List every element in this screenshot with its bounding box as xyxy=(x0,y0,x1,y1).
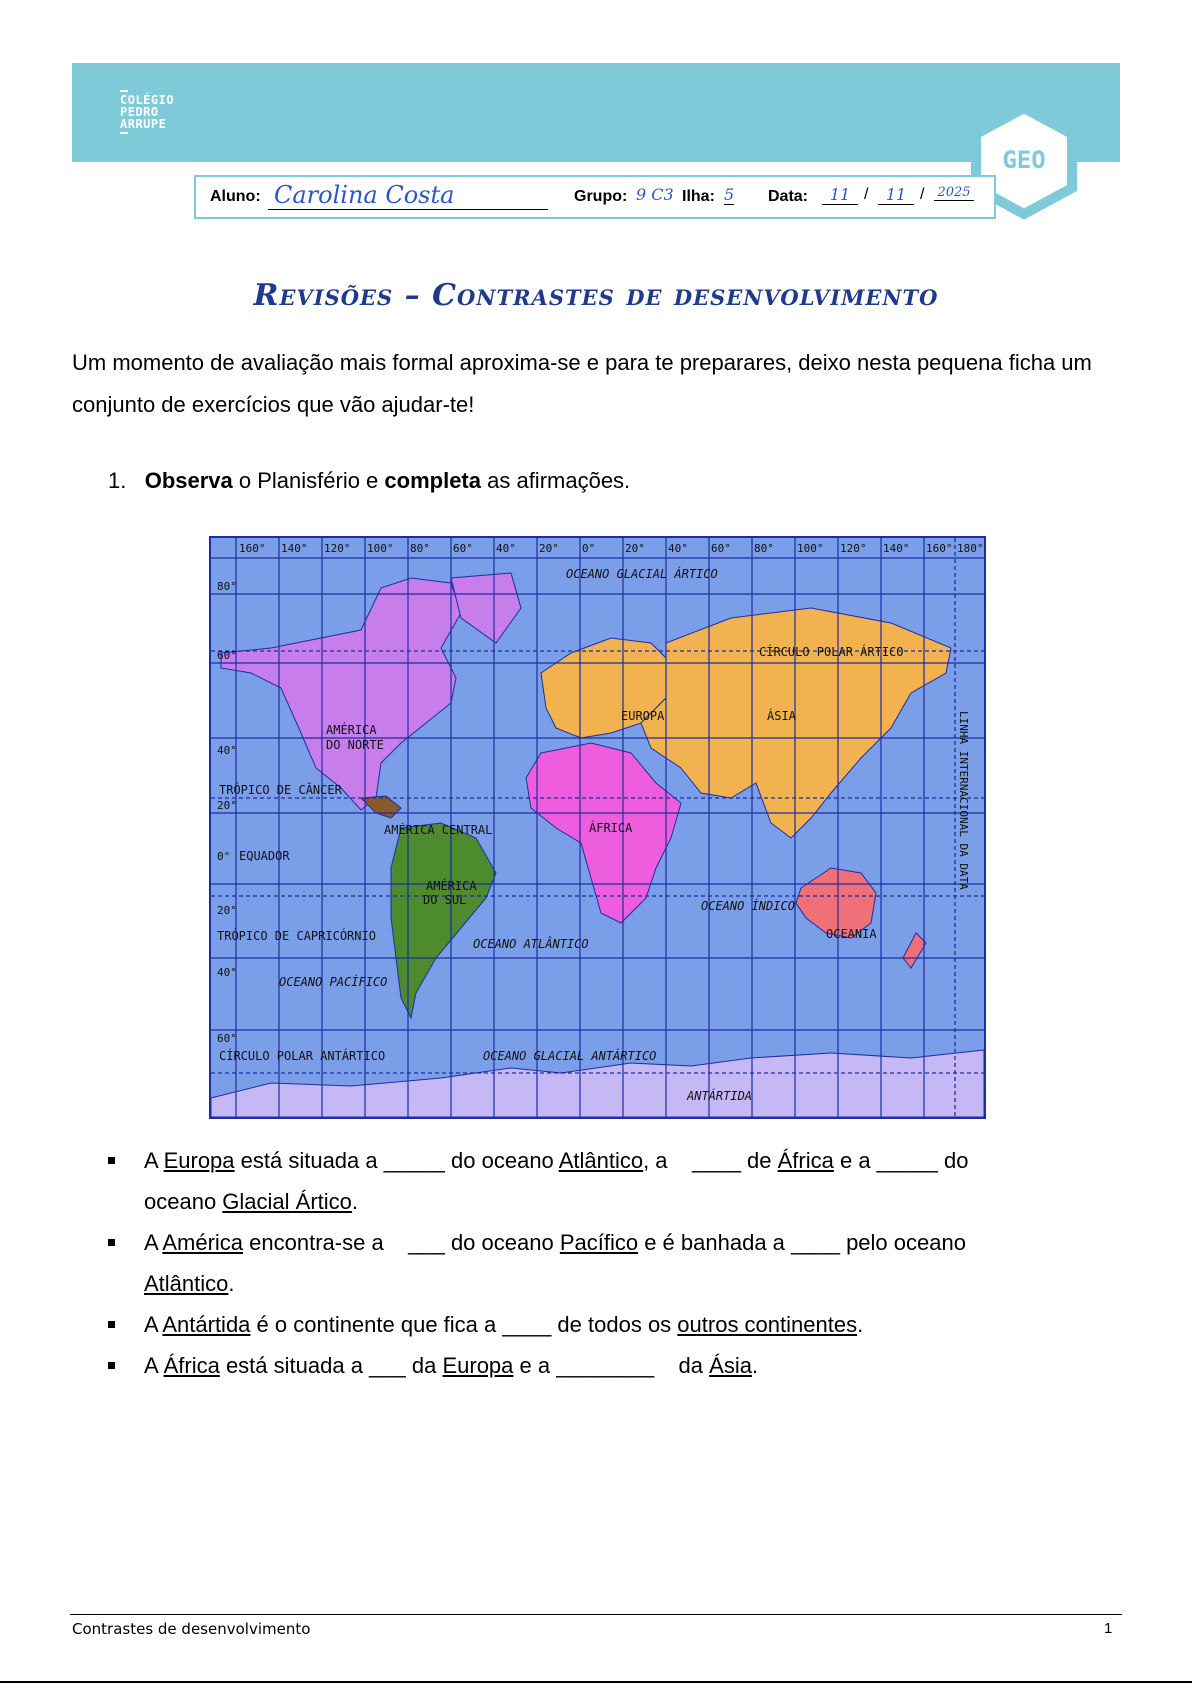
underlined-term: África xyxy=(163,1353,220,1378)
north-america-label: DO NORTE xyxy=(326,738,384,752)
question-bold-observa: Observa xyxy=(144,468,233,493)
lat-label: 20° xyxy=(217,799,237,812)
statement-item xyxy=(108,1140,1108,1222)
bullet-square xyxy=(108,1157,115,1164)
lon-label: 180° xyxy=(957,542,984,555)
pacific-ocean-label: OCEANO PACÍFICO xyxy=(279,975,388,989)
lat-label: 40° xyxy=(217,966,237,979)
text: está situada a ___ da xyxy=(219,1353,443,1378)
question-text: as afirmações. xyxy=(481,468,631,493)
artic-ocean-label: OCEANO GLACIAL ÁRTICO xyxy=(566,567,718,581)
name-field xyxy=(268,181,548,210)
logo-line: PEDRO xyxy=(120,105,159,119)
lon-label: 140° xyxy=(281,542,308,555)
question-text: o Planisfério e xyxy=(232,468,385,493)
north-america-label: AMÉRICA xyxy=(326,723,377,737)
capricorn-label: TRÓPICO DE CAPRICÓRNIO xyxy=(217,929,376,943)
bullet-square xyxy=(108,1321,115,1328)
central-america-label: AMÉRICA CENTRAL xyxy=(384,823,493,837)
oceania-label: OCEANIA xyxy=(826,927,877,941)
underlined-term: Ásia xyxy=(709,1353,752,1378)
antarctic-ocean-label: OCEANO GLACIAL ANTÁRTICO xyxy=(483,1049,657,1063)
text: . xyxy=(351,1189,359,1214)
lon-label: 80° xyxy=(754,542,774,555)
name-label: Aluno: xyxy=(210,188,261,205)
student-info-box xyxy=(194,175,996,219)
bullet-square xyxy=(108,1239,115,1246)
underlined-term: Atlântico xyxy=(558,1148,644,1173)
underlined-term: Atlântico xyxy=(144,1271,229,1296)
lon-label: 40° xyxy=(668,542,688,555)
lat-label: 20° xyxy=(217,904,237,917)
logo-line: COLÉGIO xyxy=(120,93,175,107)
lon-label: 20° xyxy=(625,542,645,555)
header-banner xyxy=(72,63,1120,162)
geo-badge-label: GEO xyxy=(1002,146,1046,174)
statement-item xyxy=(108,1304,1108,1345)
lon-label: 120° xyxy=(324,542,351,555)
lon-label: 140° xyxy=(883,542,910,555)
logo-line: ARRUPE xyxy=(120,117,167,131)
underlined-term: Antártida xyxy=(162,1312,251,1337)
text: e é banhada a ____ pelo oceano xyxy=(638,1230,966,1255)
statement-list xyxy=(108,1140,1108,1386)
text: . xyxy=(228,1271,235,1296)
underlined-term: Pacífico xyxy=(559,1230,639,1255)
underlined-term: Europa xyxy=(163,1148,235,1173)
lon-label: 100° xyxy=(367,542,394,555)
europe-label: EUROPA xyxy=(621,709,665,723)
lat-label: 0° xyxy=(217,850,231,863)
logo-dash xyxy=(120,132,128,134)
intro-paragraph: Um momento de avaliação mais formal aproxima-se e para te preparares, deixo nesta pequena ficha um conjunto de exercícios que vão ajudar-te! xyxy=(72,350,1092,417)
island-value: 5 xyxy=(724,185,735,204)
date-year: 2025 xyxy=(934,185,974,201)
artic-circle-label: CÍRCULO POLAR ÁRTICO xyxy=(759,645,904,659)
world-map xyxy=(209,536,986,1119)
text: A xyxy=(144,1230,163,1255)
lon-label: 120° xyxy=(840,542,867,555)
date-month: 11 xyxy=(878,185,914,205)
equator-label: EQUADOR xyxy=(239,849,290,863)
underlined-term: outros continentes xyxy=(677,1312,858,1337)
group-label: Grupo: xyxy=(574,188,628,205)
lat-label: 60° xyxy=(217,1032,237,1045)
text: e a _____ do xyxy=(833,1148,969,1173)
text: é o continente que fica a ____ de todos os xyxy=(250,1312,678,1337)
text: A xyxy=(144,1353,164,1378)
text: A xyxy=(144,1312,163,1337)
page-number: 1 xyxy=(1104,1620,1113,1637)
page-title: Revisões – Contrastes de desenvolvimento xyxy=(253,278,939,313)
lon-label: 160° xyxy=(926,542,953,555)
question-1 xyxy=(108,468,630,494)
text: , a ____ de xyxy=(643,1148,778,1173)
text: . xyxy=(857,1312,864,1337)
lat-label: 40° xyxy=(217,744,237,757)
underlined-term: África xyxy=(777,1148,834,1173)
question-bold-completa: completa xyxy=(384,468,481,493)
lon-label: 20° xyxy=(539,542,559,555)
footer-divider xyxy=(70,1614,1122,1615)
lon-label: 40° xyxy=(496,542,516,555)
antarctica-label: ANTÁRTIDA xyxy=(687,1089,753,1103)
statement-item xyxy=(108,1345,1108,1386)
name-value: Carolina Costa xyxy=(274,181,455,209)
text: A xyxy=(144,1148,164,1173)
south-america-label: AMÉRICA xyxy=(426,879,477,893)
date-line-label: LINHA INTERNACIONAL DA DATA xyxy=(957,711,970,890)
south-america-label: DO SUL xyxy=(423,893,467,907)
lon-label: 60° xyxy=(453,542,473,555)
lon-label: 80° xyxy=(410,542,430,555)
statement-item xyxy=(108,1222,1108,1304)
africa-label: ÁFRICA xyxy=(589,821,633,835)
lat-label: 80° xyxy=(217,580,237,593)
asia-label: ÁSIA xyxy=(767,709,796,723)
question-number: 1. xyxy=(108,468,127,493)
text: e a ________ da xyxy=(513,1353,710,1378)
atlantic-ocean-label: OCEANO ATLÂNTICO xyxy=(473,937,589,951)
bullet-square xyxy=(108,1362,115,1369)
lon-label: 0° xyxy=(582,542,596,555)
underlined-term: América xyxy=(162,1230,244,1255)
date-day: 11 xyxy=(822,185,858,205)
date-sep: / xyxy=(920,186,925,203)
date-sep: / xyxy=(864,186,869,203)
school-logo xyxy=(120,88,174,136)
cancer-label: TRÓPICO DE CÂNCER xyxy=(219,783,342,797)
text: oceano xyxy=(144,1189,223,1214)
island-label: Ilha: xyxy=(682,188,715,205)
page-bottom-border xyxy=(0,1681,1192,1683)
group-value: 9 C3 xyxy=(636,185,674,204)
indian-ocean-label: OCEANO ÍNDICO xyxy=(701,899,795,913)
text: encontra-se a ___ do oceano xyxy=(243,1230,560,1255)
date-label: Data: xyxy=(768,188,809,205)
lat-label: 60° xyxy=(217,649,237,662)
text: . xyxy=(751,1353,759,1378)
antarctic-circle-label: CÍRCULO POLAR ANTÁRTICO xyxy=(219,1049,386,1063)
logo-dash xyxy=(120,90,128,92)
footer-title: Contrastes de desenvolvimento xyxy=(72,1620,311,1638)
text: está situada a _____ do oceano xyxy=(234,1148,559,1173)
lon-label: 60° xyxy=(711,542,731,555)
lon-label: 160° xyxy=(239,542,266,555)
lon-label: 100° xyxy=(797,542,824,555)
underlined-term: Europa xyxy=(442,1353,514,1378)
underlined-term: Glacial Ártico xyxy=(222,1189,352,1214)
